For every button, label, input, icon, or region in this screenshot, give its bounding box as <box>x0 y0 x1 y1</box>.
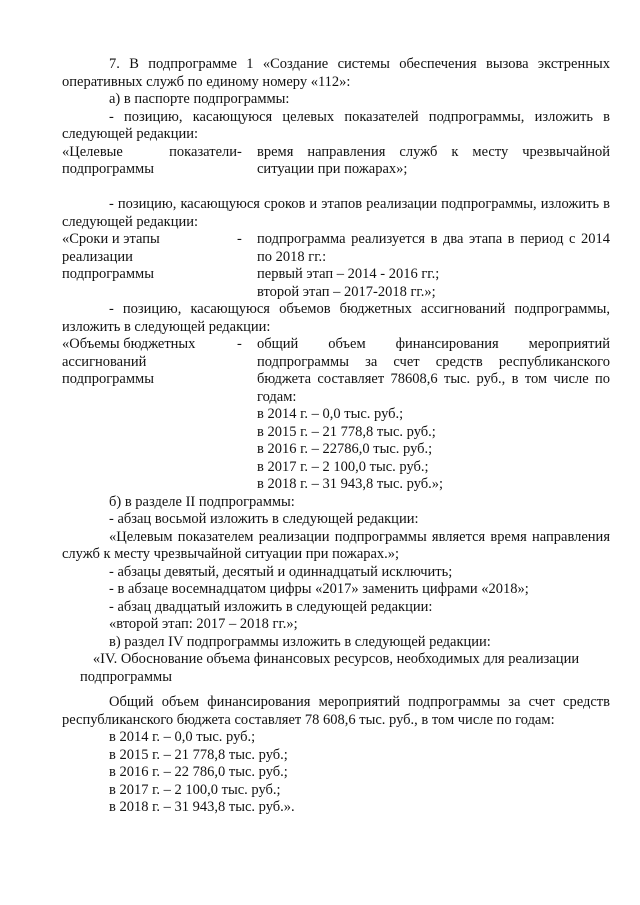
section2-heading: б) в разделе II подпрограммы: <box>109 493 295 510</box>
budget-label-line2: ассигнований <box>62 353 147 370</box>
budget-year-2015: в 2015 г. – 21 778,8 тыс. руб.; <box>257 423 436 440</box>
section4-year-2015: в 2015 г. – 21 778,8 тыс. руб.; <box>109 746 288 763</box>
targets-dash: - <box>237 143 242 160</box>
terms-value-line1: подпрограмма реализуется в два этапа в период с 2014 по 2018 гг.: <box>257 231 610 265</box>
terms-label-line2: реализации <box>62 248 133 265</box>
terms-value-line2: первый этап – 2014 - 2016 гг.; <box>257 266 440 282</box>
budget-year-2017: в 2017 г. – 2 100,0 тыс. руб.; <box>257 458 429 475</box>
budget-year-2018: в 2018 г. – 31 943,8 тыс. руб.»; <box>257 476 444 492</box>
budget-label-line3: подпрограммы <box>62 371 154 387</box>
section4-year-2017: в 2017 г. – 2 100,0 тыс. руб.; <box>109 781 281 798</box>
section4-year-2014: в 2014 г. – 0,0 тыс. руб.; <box>109 729 256 745</box>
para20-text: «второй этап: 2017 – 2018 гг.»; <box>109 616 298 632</box>
terms-value <box>257 231 610 301</box>
targets-row <box>62 144 610 179</box>
targets-label-word3: подпрограммы <box>62 161 154 177</box>
spacer <box>62 179 610 197</box>
targets-intro: - позицию, касающуюся целевых показателей подпрограммы, изложить в следующей редакции: <box>62 108 610 142</box>
para9-11: - абзацы девятый, десятый и одиннадцатый исключить; <box>109 563 453 580</box>
budget-dash: - <box>237 336 242 352</box>
section4-text: Общий объем финансирования мероприятий подпрограммы за счет средств республиканского бюджета составляет 78 608,6 тыс. руб., в том числе по годам: <box>62 694 610 728</box>
budget-row <box>62 336 610 494</box>
budget-value-main: общий объем финансирования мероприятий подпрограммы за счет средств республиканского бюджета составляет 78608,6 тыс. руб., в том числе по годам: <box>257 336 610 405</box>
budget-value <box>257 336 610 494</box>
section4-title: «IV. Обоснование объема финансовых ресурсов, необходимых для реализации подпрограммы <box>80 651 580 685</box>
targets-label <box>62 144 237 179</box>
terms-value-line3: второй этап – 2017-2018 гг.»; <box>257 283 436 300</box>
terms-label-line3: подпрограммы <box>62 266 154 282</box>
para18: - в абзаце восемнадцатом цифры «2017» заменить цифрами «2018»; <box>109 581 529 597</box>
passport-heading: а) в паспорте подпрограммы: <box>109 91 290 107</box>
para20-intro: - абзац двадцатый изложить в следующей редакции: <box>109 598 433 615</box>
terms-intro: - позицию, касающуюся сроков и этапов реализации подпрограммы, изложить в следующей редакции: <box>62 196 610 230</box>
budget-year-2014: в 2014 г. – 0,0 тыс. руб.; <box>257 406 404 422</box>
targets-label-word1: «Целевые <box>62 143 123 160</box>
budget-label <box>62 336 237 494</box>
section4-heading: в) раздел IV подпрограммы изложить в следующей редакции: <box>109 633 491 650</box>
targets-label-word2: показатели <box>169 143 237 160</box>
para8-intro: - абзац восьмой изложить в следующей редакции: <box>109 511 419 527</box>
document-page <box>62 56 610 817</box>
terms-row <box>62 231 610 301</box>
terms-dash: - <box>237 231 242 247</box>
para8-text: «Целевым показателем реализации подпрограммы является время направления служб к месту чрезвычайной ситуации при пожарах.»; <box>62 528 610 562</box>
targets-value: время направления служб к месту чрезвычайной ситуации при пожарах»; <box>257 143 610 177</box>
budget-intro: - позицию, касающуюся объемов бюджетных ассигнований подпрограммы, изложить в следующей редакции: <box>62 301 610 335</box>
budget-year-2016: в 2016 г. – 22786,0 тыс. руб.; <box>257 441 433 457</box>
terms-label <box>62 231 237 301</box>
budget-label-line1: «Объемы бюджетных <box>62 336 196 352</box>
section4-year-2016: в 2016 г. – 22 786,0 тыс. руб.; <box>109 764 288 780</box>
section4-year-2018: в 2018 г. – 31 943,8 тыс. руб.». <box>109 799 295 815</box>
terms-label-line1: «Сроки и этапы <box>62 231 160 247</box>
spacer <box>62 686 610 694</box>
item-7: 7. В подпрограмме 1 «Создание системы обеспечения вызова экстренных оперативных служб по единому номеру «112»: <box>62 56 610 90</box>
